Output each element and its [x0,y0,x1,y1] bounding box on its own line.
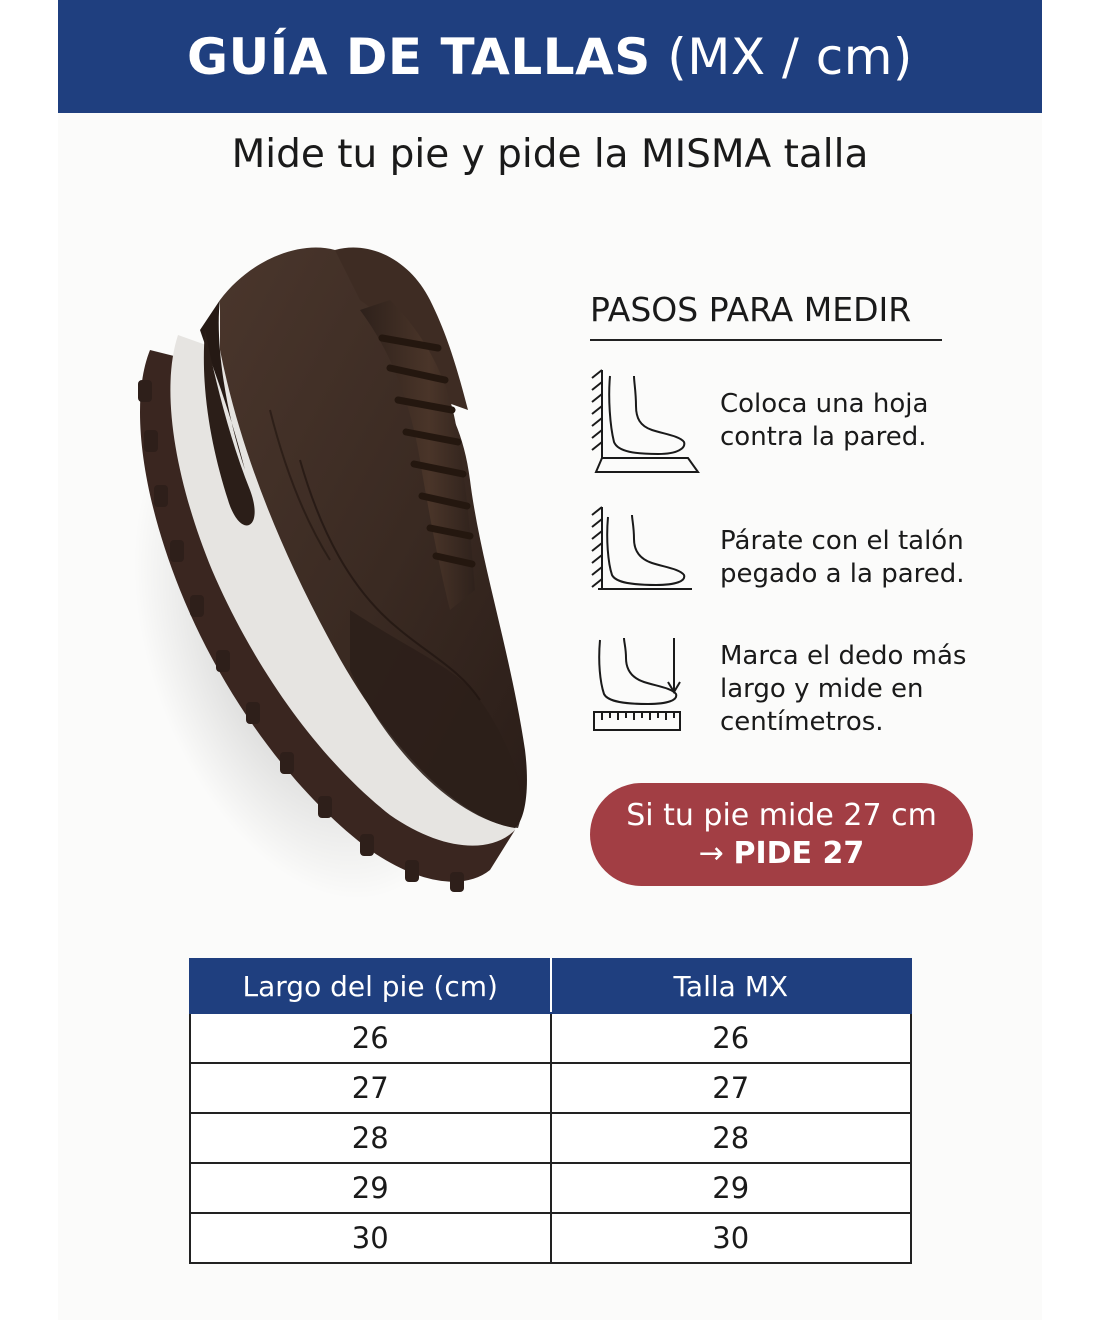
foot-length-cell: 26 [190,1013,551,1063]
title-main: GUÍA DE TALLAS [187,27,651,86]
step-1-line-2: contra la pared. [720,422,927,452]
title-units: (MX / cm) [667,27,913,86]
table-row [190,1013,911,1063]
step-3-line-1: Marca el dedo más [720,641,967,671]
callout-line-2 [590,835,973,873]
step-1 [588,368,1008,478]
table-row [190,1213,911,1263]
mx-size-cell: 26 [551,1013,912,1063]
column-header-foot-length: Largo del pie (cm) [190,959,551,1013]
step-2 [588,505,1008,615]
callout-line-1: Si tu pie mide 27 cm [626,798,937,833]
sneaker-image [120,230,560,920]
step-2-line-2: pegado a la pared. [720,559,965,589]
table-row [190,1113,911,1163]
foot-length-cell: 30 [190,1213,551,1263]
header-banner [58,0,1042,113]
step-3-text [720,640,1010,739]
column-header-mx-size: Talla MX [551,959,912,1013]
step-3-line-2: largo y mide en [720,674,924,704]
steps-heading: PASOS PARA MEDIR [590,290,942,341]
foot-against-wall-on-paper-icon [588,368,704,478]
subtitle: Mide tu pie y pide la MISMA talla [231,132,869,177]
step-1-line-1: Coloca una hoja [720,389,929,419]
mx-size-cell: 27 [551,1063,912,1113]
callout-size: PIDE 27 [733,836,865,871]
table-header-row [190,959,911,1013]
mx-size-cell: 30 [551,1213,912,1263]
step-1-text [720,388,1010,454]
table-row [190,1063,911,1113]
table-row [190,1163,911,1213]
page-title [187,28,913,86]
step-3-line-3: centímetros. [720,707,884,737]
mx-size-cell: 29 [551,1163,912,1213]
size-table [189,958,912,1264]
callout-arrow: → [698,836,734,871]
heel-against-wall-icon [588,505,704,615]
size-callout [590,783,973,886]
foot-length-cell: 29 [190,1163,551,1213]
foot-length-cell: 28 [190,1113,551,1163]
foot-measure-ruler-icon [588,632,704,742]
step-3 [588,632,1008,742]
mx-size-cell: 28 [551,1113,912,1163]
step-2-text [720,525,1010,591]
step-2-line-1: Párate con el talón [720,526,964,556]
foot-length-cell: 27 [190,1063,551,1113]
